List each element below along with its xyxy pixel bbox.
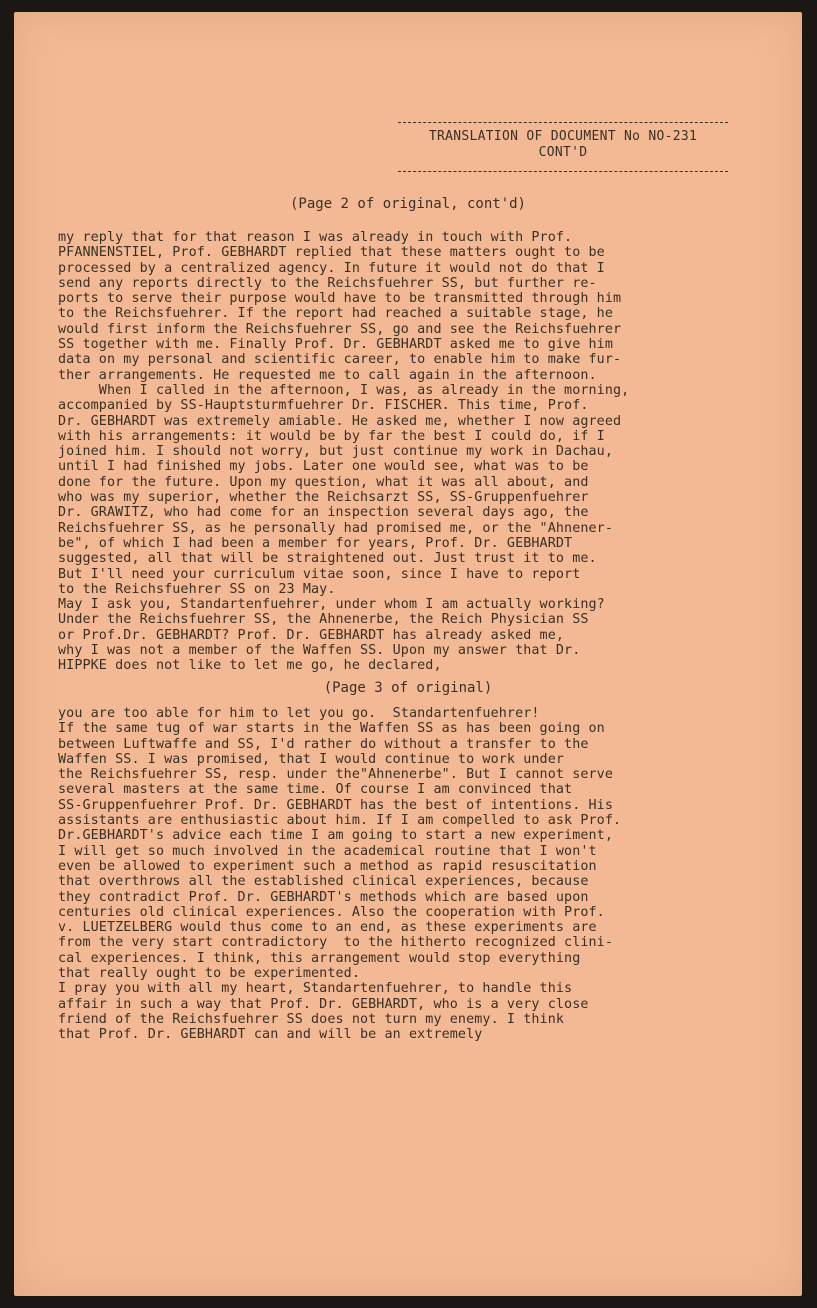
header-title: TRANSLATION OF DOCUMENT No NO-231 [428, 129, 698, 144]
text-line: several masters at the same time. Of course I am convinced that [58, 782, 573, 798]
text-line: with his arrangements: it would be by far the best I could do, if I [58, 428, 605, 444]
text-line: done for the future. Upon my question, what it was all about, and [58, 474, 589, 490]
text-line: between Luftwaffe and SS, I'd rather do without a transfer to the [58, 736, 589, 752]
text-line: my reply that for that reason I was already in touch with Prof. [58, 230, 573, 245]
text-line: May I ask you, Standartenfuehrer, under whom I am actually working? [58, 597, 605, 613]
text-line: from the very start contradictory to the hitherto recognized clini- [58, 935, 614, 951]
text-line: even be allowed to experiment such a method as rapid resuscitation [58, 858, 597, 874]
text-line: data on my personal and scientific career, to enable him to make fur- [58, 352, 622, 368]
text-line: they contradict Prof. Dr. GEBHARDT's methods which are based upon [58, 889, 589, 905]
text-line: Waffen SS. I was promised, that I would continue to work under [58, 751, 565, 767]
page2-note: (Page 2 of original, cont'd) [289, 196, 526, 212]
text-line: But I'll need your curriculum vitae soon, since I have to report [58, 566, 581, 582]
text-line: be", of which I had been a member for years, Prof. Dr. GEBHARDT [58, 535, 573, 551]
text-line: friend of the Reichsfuehrer SS does not turn my enemy. I think [58, 1011, 565, 1027]
text-line: you are too able for him to let you go. Standartenfuehrer! [58, 706, 540, 721]
text-line: HIPPKE does not like to let me go, he declared, [58, 658, 442, 674]
body-section-2 [58, 706, 758, 1043]
text-line: who was my superior, whether the Reichsarzt SS, SS-Gruppenfuehrer [58, 490, 589, 506]
text-line: assistants are enthusiastic about him. If I am compelled to ask Prof. [58, 813, 622, 829]
text-line: would first inform the Reichsfuehrer SS, go and see the Reichsfuehrer [58, 321, 622, 337]
text-line: that overthrows all the established clinical experiences, because [58, 874, 589, 890]
translation-header [398, 122, 728, 172]
text-line: until I had finished my jobs. Later one would see, what was to be [58, 459, 589, 475]
header-continued: CONT'D [538, 145, 588, 160]
text-line: Dr. GRAWITZ, who had come for an inspection several days ago, the [58, 505, 589, 521]
text-line: Dr.GEBHARDT's advice each time I am going to start a new experiment, [58, 828, 614, 844]
page3-note: (Page 3 of original) [323, 680, 493, 696]
text-line: to the Reichsfuehrer SS on 23 May. [58, 581, 336, 597]
text-line: I will get so much involved in the academical routine that I won't [58, 843, 597, 859]
text-line: joined him. I should not worry, but just continue my work in Dachau, [58, 444, 614, 460]
text-line: ports to serve their purpose would have to be transmitted through him [58, 291, 622, 307]
text-line: that Prof. Dr. GEBHARDT can and will be an extremely [58, 1027, 483, 1043]
text-line: Reichsfuehrer SS, as he personally had promised me, or the "Ahnener- [58, 520, 614, 536]
text-line: If the same tug of war starts in the Waffen SS as has been going on [58, 721, 605, 737]
text-line: processed by a centralized agency. In future it would not do that I [58, 260, 605, 276]
text-line: ther arrangements. He requested me to call again in the afternoon. [58, 367, 597, 383]
text-line: why I was not a member of the Waffen SS. Upon my answer that Dr. [58, 643, 581, 659]
text-line: the Reichsfuehrer SS, resp. under the"Ahnenerbe". But I cannot serve [58, 767, 614, 783]
text-line: accompanied by SS-Hauptsturmfuehrer Dr. FISCHER. This time, Prof. [58, 398, 589, 414]
body-section-1 [58, 230, 758, 674]
text-line: send any reports directly to the Reichsfuehrer SS, but further re- [58, 275, 597, 291]
document-page [14, 12, 802, 1296]
text-line: Dr. GEBHARDT was extremely amiable. He asked me, whether I now agreed [58, 413, 622, 429]
text-line: When I called in the afternoon, I was, as already in the morning, [58, 382, 630, 398]
text-line: suggested, all that will be straightened out. Just trust it to me. [58, 551, 597, 567]
header-bottom-rule [398, 171, 728, 172]
text-line: v. LUETZELBERG would thus come to an end, as these experiments are [58, 920, 597, 936]
text-line: I pray you with all my heart, Standartenfuehrer, to handle this [58, 981, 573, 997]
text-line: affair in such a way that Prof. Dr. GEBHARDT, who is a very close [58, 996, 589, 1012]
text-line: PFANNENSTIEL, Prof. GEBHARDT replied that these matters ought to be [58, 245, 605, 261]
text-line: SS-Gruppenfuehrer Prof. Dr. GEBHARDT has the best of intentions. His [58, 797, 614, 813]
text-line: Under the Reichsfuehrer SS, the Ahnenerbe, the Reich Physician SS [58, 612, 589, 628]
text-line: or Prof.Dr. GEBHARDT? Prof. Dr. GEBHARDT has already asked me, [58, 627, 565, 643]
text-line: that really ought to be experimented. [58, 966, 360, 982]
text-line: cal experiences. I think, this arrangement would stop everything [58, 950, 581, 966]
text-line: centuries old clinical experiences. Also the cooperation with Prof. [58, 904, 605, 920]
text-line: to the Reichsfuehrer. If the report had reached a suitable stage, he [58, 306, 614, 322]
header-top-rule [398, 122, 728, 123]
text-line: SS together with me. Finally Prof. Dr. GEBHARDT asked me to give him [58, 337, 614, 353]
